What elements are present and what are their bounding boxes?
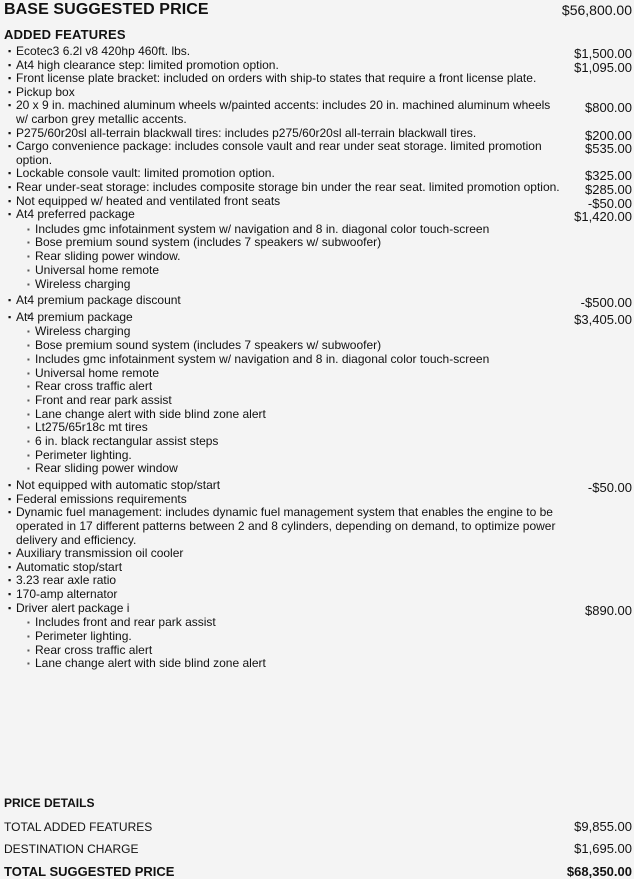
- feature-item: [0, 493, 634, 507]
- feature-price: $535.00: [585, 141, 632, 157]
- feature-subitem: ▪ Front and rear park assist: [8, 394, 564, 408]
- feature-item: [0, 72, 634, 86]
- feature-item: [0, 45, 634, 59]
- feature-subitem: ▪ Rear sliding power window: [8, 462, 564, 476]
- feature-item: [0, 86, 634, 100]
- feature-subitem: ▪ Wireless charging: [8, 278, 564, 292]
- feature-sublist: [8, 616, 564, 671]
- feature-price: $890.00: [585, 602, 632, 618]
- feature-text: ▪ At4 preferred package: [8, 208, 564, 222]
- feature-item: [0, 561, 634, 575]
- feature-price: -$50.00: [587, 195, 632, 211]
- feature-item: [0, 506, 634, 547]
- feature-text: ▪ Pickup box: [8, 86, 564, 100]
- feature-item: [0, 181, 634, 195]
- price-details-heading: PRICE DETAILS: [4, 796, 95, 810]
- added-features-list: [0, 45, 634, 674]
- feature-text: ▪ At4 premium package discount: [8, 294, 564, 308]
- feature-price: $200.00: [585, 127, 632, 143]
- feature-text: ▪ Rear under-seat storage: includes composite storage bin under the rear seat. limited promotion option.: [8, 181, 564, 195]
- feature-item: [0, 166, 634, 184]
- feature-subitem: ▪ 6 in. black rectangular assist steps: [8, 435, 564, 449]
- feature-subitem: ▪ Perimeter lighting.: [8, 449, 564, 463]
- feature-item: [0, 588, 634, 602]
- feature-item: [0, 127, 634, 141]
- base-price-label: BASE SUGGESTED PRICE: [4, 1, 209, 18]
- feature-text: ▪ Not equipped w/ heated and ventilated front seats: [8, 195, 564, 209]
- feature-text: ▪ Front license plate bracket: included on orders with ship-to states that require a front license plate.: [8, 72, 564, 86]
- feature-price: -$500.00: [580, 295, 632, 311]
- feature-item: [0, 547, 634, 561]
- feature-price: $325.00: [585, 168, 632, 184]
- feature-subitem: ▪ Bose premium sound system (includes 7 speakers w/ subwoofer): [8, 339, 564, 353]
- feature-price: $1,500.00: [574, 46, 632, 61]
- feature-text: ▪ P275/60r20sl all-terrain blackwall tires: includes p275/60r20sl all-terrain blackwall tires.: [8, 127, 564, 141]
- feature-item: [0, 99, 634, 126]
- added-features-heading: ADDED FEATURES: [4, 27, 126, 42]
- feature-sublist: [8, 325, 564, 476]
- feature-text: ▪ Not equipped with automatic stop/start: [8, 479, 564, 493]
- feature-price: $1,420.00: [574, 209, 632, 225]
- feature-text: ▪ Auxiliary transmission oil cooler: [8, 547, 564, 561]
- feature-subitem: ▪ Includes front and rear park assist: [8, 616, 564, 630]
- feature-subitem: ▪ Bose premium sound system (includes 7 speakers w/ subwoofer): [8, 236, 564, 250]
- feature-text: ▪ 20 x 9 in. machined aluminum wheels w/painted accents: includes 20 in. machined aluminum wheels w/ carbon grey metallic accents.: [8, 99, 564, 126]
- feature-item: [0, 311, 634, 476]
- feature-item: [0, 208, 634, 291]
- feature-text: ▪ 170-amp alternator: [8, 588, 564, 602]
- feature-subitem: ▪ Rear sliding power window.: [8, 250, 564, 264]
- feature-text: ▪ Lockable console vault: limited promotion option.: [8, 167, 564, 181]
- feature-text: ▪ At4 high clearance step: limited promotion option.: [8, 59, 564, 73]
- total-suggested-price-value: $68,350.00: [566, 864, 632, 879]
- destination-charge-row: [4, 834, 632, 856]
- base-price-row: [4, 0, 632, 20]
- feature-price: $800.00: [585, 100, 632, 116]
- feature-text: ▪ Federal emissions requirements: [8, 493, 564, 507]
- feature-item: [0, 293, 634, 311]
- destination-charge-value: $1,695.00: [574, 841, 632, 856]
- feature-price: $3,405.00: [574, 311, 632, 327]
- feature-subitem: ▪ Lane change alert with side blind zone alert: [8, 408, 564, 422]
- total-added-features-row: [4, 812, 632, 834]
- feature-price: -$50.00: [587, 480, 632, 496]
- feature-item: [0, 478, 634, 496]
- feature-text: ▪ Ecotec3 6.2l v8 420hp 460ft. lbs.: [8, 45, 564, 59]
- base-price-value: $56,800.00: [561, 2, 632, 18]
- feature-text: ▪ Cargo convenience package: includes console vault and rear under seat storage. limited promotion option.: [8, 140, 564, 167]
- feature-item: [0, 59, 634, 73]
- destination-charge-label: DESTINATION CHARGE: [4, 842, 139, 856]
- feature-subitem: ▪ Includes gmc infotainment system w/ navigation and 8 in. diagonal color touch-screen: [8, 223, 564, 237]
- feature-subitem: ▪ Wireless charging: [8, 325, 564, 339]
- feature-sublist: [8, 223, 564, 292]
- feature-text: ▪ Driver alert package i: [8, 602, 564, 616]
- feature-text: ▪ At4 premium package: [8, 311, 564, 325]
- feature-subitem: ▪ Perimeter lighting.: [8, 630, 564, 644]
- feature-subitem: ▪ Lt275/65r18c mt tires: [8, 421, 564, 435]
- feature-item: [0, 195, 634, 209]
- total-added-features-label: TOTAL ADDED FEATURES: [4, 820, 153, 834]
- feature-text: ▪ Dynamic fuel management: includes dynamic fuel management system that enables the engine to be operated in 17 different patterns between 2 and 8 cylinders, depending on demand, to optimize power delivery and efficiency.: [8, 506, 564, 547]
- feature-item: [0, 574, 634, 588]
- feature-subitem: ▪ Includes gmc infotainment system w/ navigation and 8 in. diagonal color touch-screen: [8, 353, 564, 367]
- feature-text: ▪ 3.23 rear axle ratio: [8, 574, 564, 588]
- total-suggested-price-label: TOTAL SUGGESTED PRICE: [4, 864, 175, 879]
- feature-item: [0, 140, 634, 167]
- feature-price: $285.00: [585, 181, 632, 197]
- price-details: [4, 796, 632, 879]
- feature-subitem: ▪ Rear cross traffic alert: [8, 644, 564, 658]
- feature-subitem: ▪ Universal home remote: [8, 264, 564, 278]
- total-added-features-value: $9,855.00: [574, 819, 632, 834]
- feature-price: $1,095.00: [574, 59, 632, 75]
- feature-text: ▪ Automatic stop/start: [8, 561, 564, 575]
- feature-subitem: ▪ Universal home remote: [8, 367, 564, 381]
- feature-subitem: ▪ Rear cross traffic alert: [8, 380, 564, 394]
- feature-item: [0, 602, 634, 671]
- feature-subitem: ▪ Lane change alert with side blind zone alert: [8, 657, 564, 671]
